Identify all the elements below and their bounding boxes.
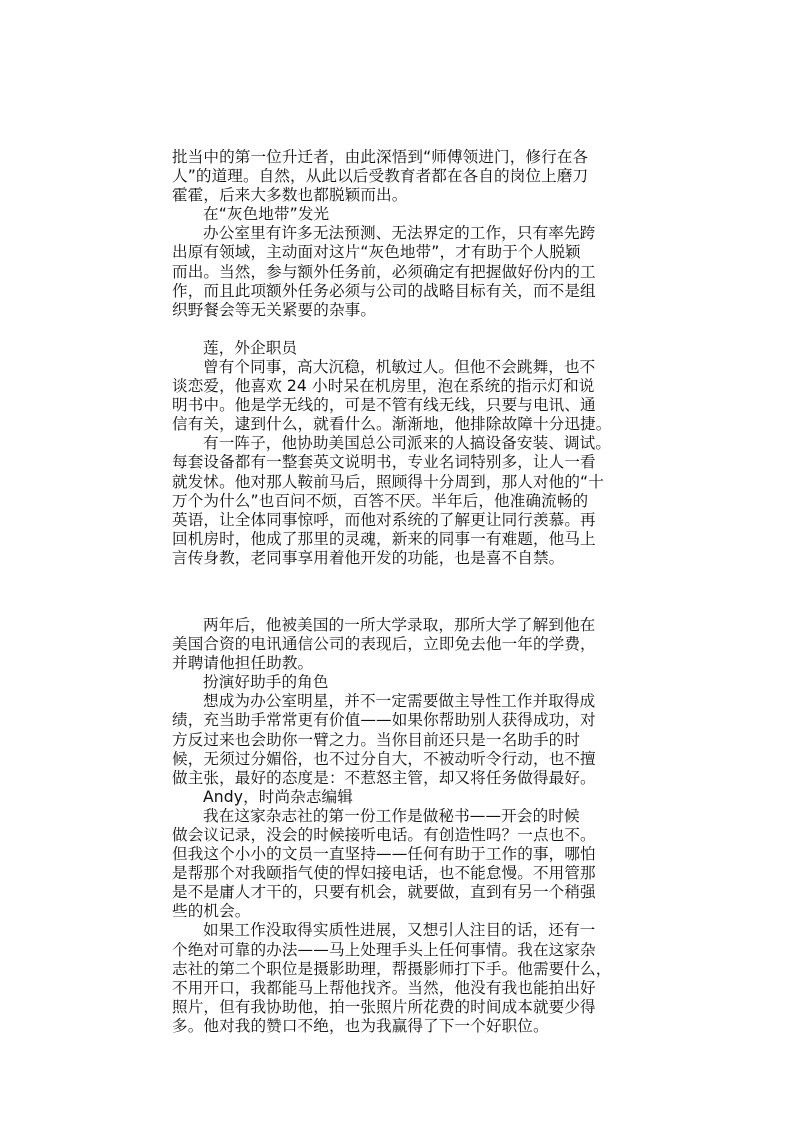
text-line: 是不是庸人才干的，只要有机会，就要做，直到有另一个稍强 xyxy=(172,883,596,902)
text-line: 信有关，逮到什么，就看什么。渐渐地，他排除故障十分迅捷。 xyxy=(172,415,612,434)
paragraph xyxy=(172,358,622,434)
text-line: 言传身教，老同事享用着他开发的功能，也是喜不自禁。 xyxy=(172,548,565,567)
text-line: 如果工作没取得实质性进展，又想引人注目的话，还有一 xyxy=(203,921,596,940)
text-line: 万个为什么”也百问不烦，百答不厌。半年后，他准确流畅的 xyxy=(172,491,589,510)
text-line: 作，而且此项额外任务必须与公司的战略目标有关，而不是组 xyxy=(172,281,596,300)
text-line: 但我这个小小的文员一直坚持——任何有助于工作的事，哪怕 xyxy=(172,845,596,864)
text-line: 些的机会。 xyxy=(172,902,251,921)
text-line: Andy，时尚杂志编辑 xyxy=(203,787,353,806)
document-page xyxy=(172,148,622,1036)
text-line: 批当中的第一位升迁者，由此深悟到“师傅领进门，修行在各 xyxy=(172,148,589,166)
section-heading xyxy=(172,673,622,692)
text-line: 出原有领域，主动面对这片“灰色地带”，才有助于个人脱颖 xyxy=(172,243,581,262)
text-line: 织野餐会等无关紧要的杂事。 xyxy=(172,300,377,319)
text-line: 人”的道理。自然，从此以后受教育者都在各自的岗位上磨刀 xyxy=(172,167,589,186)
text-line: 回机房时，他成了那里的灵魂，新来的同事一有难题，他马上 xyxy=(172,529,596,548)
section-heading xyxy=(172,339,622,358)
text-line: 两年后，他被美国的一所大学录取，那所大学了解到他在 xyxy=(203,615,596,634)
text-line: 候，无须过分媚俗，也不过分自大，不被动听令行动，也不擅 xyxy=(172,749,596,768)
text-line: 美国合资的电讯通信公司的表现后，立即免去他一年的学费， xyxy=(172,635,596,654)
paragraph xyxy=(172,807,622,922)
text-line: 个绝对可靠的办法——马上处理手头上任何事情。我在这家杂 xyxy=(172,940,596,959)
text-line: 莲，外企职员 xyxy=(203,338,298,357)
text-line: 谈恋爱，他喜欢 24 小时呆在机房里，泡在系统的指示灯和说 xyxy=(172,377,595,396)
text-line: 霍霍，后来大多数也都脱颖而出。 xyxy=(172,186,408,205)
text-line: 绩，充当助手常常更有价值——如果你帮助别人获得成功，对 xyxy=(172,711,596,730)
text-line: 每套设备都有一整套英文说明书，专业名词特别多，让人一看 xyxy=(172,453,596,472)
paragraph xyxy=(172,148,622,205)
text-line: 而出。当然，参与额外任务前，必须确定有把握做好份内的工 xyxy=(172,262,596,281)
text-line: 是帮那个对我颐指气使的悍妇接电话，也不能怠慢。不用管那 xyxy=(172,864,596,883)
paragraph-gap xyxy=(172,320,622,339)
paragraph xyxy=(172,692,622,787)
text-line: 办公室里有许多无法预测、无法界定的工作，只有率先跨 xyxy=(203,224,596,243)
text-line: 并聘请他担任助教。 xyxy=(172,654,314,673)
text-line: 想成为办公室明星，并不一定需要做主导性工作并取得成 xyxy=(203,692,596,711)
text-line: 做主张，最好的态度是：不惹怒主管，却又将任务做得最好。 xyxy=(172,768,596,787)
paragraph xyxy=(172,921,622,1036)
text-line: 扮演好助手的角色 xyxy=(203,673,329,692)
text-line: 就发怵。他对那人鞍前马后，照顾得十分周到，那人对他的“十 xyxy=(172,472,604,491)
paragraph xyxy=(172,616,622,673)
text-line: 志社的第二个职位是摄影助理，帮摄影师打下手。他需要什么， xyxy=(172,959,612,978)
text-line: 我在这家杂志社的第一份工作是做秘书——开会的时候 xyxy=(203,806,580,825)
text-line: 照片，但有我协助他，拍一张照片所花费的时间成本就要少得 xyxy=(172,997,596,1016)
section-heading xyxy=(172,788,622,807)
text-line: 不用开口，我都能马上帮他找齐。当然，他没有我也能拍出好 xyxy=(172,978,596,997)
text-line: 做会议记录，没会的时候接听电话。有创造性吗？一点也不。 xyxy=(172,826,596,844)
text-line: 英语，让全体同事惊呼，而他对系统的了解更让同行羡慕。再 xyxy=(172,510,596,529)
text-line: 明书中。他是学无线的，可是不管有线无线，只要与电讯、通 xyxy=(172,396,596,415)
text-line: 在“灰色地带”发光 xyxy=(203,205,330,224)
paragraph xyxy=(172,434,622,568)
text-line: 曾有个同事，高大沉稳，机敏过人。但他不会跳舞，也不 xyxy=(203,357,596,376)
section-heading xyxy=(172,205,622,224)
text-line: 多。他对我的赞口不绝，也为我赢得了下一个好职位。 xyxy=(172,1016,549,1035)
paragraph-gap xyxy=(172,568,622,616)
text-line: 方反过来也会助你一臂之力。当你目前还只是一名助手的时 xyxy=(172,730,581,749)
paragraph xyxy=(172,224,622,319)
text-line: 有一阵子，他协助美国总公司派来的人搞设备安装、调试。 xyxy=(203,434,612,453)
